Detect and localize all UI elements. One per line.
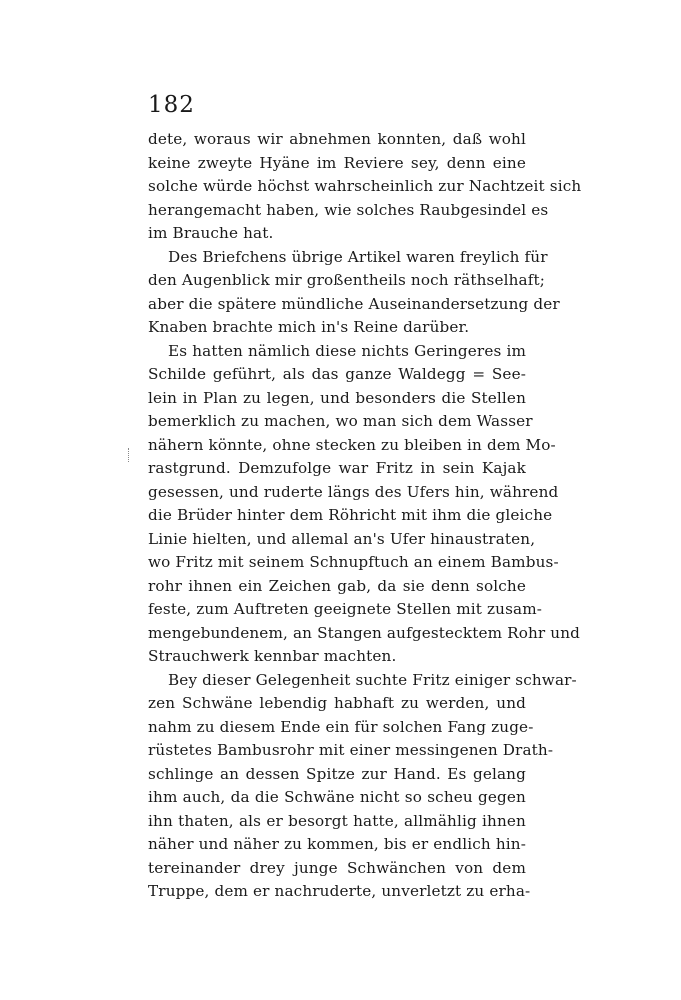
text-line: ihm auch, da die Schwäne nicht so scheu gegen bbox=[148, 788, 526, 806]
scan-artifact-mark bbox=[128, 448, 135, 462]
text-line: Truppe, dem er nachruderte, unverletzt zu erha- bbox=[148, 882, 531, 900]
text-line: aber die spätere mündliche Auseinandersetzung der bbox=[148, 294, 560, 313]
text-line: rohr ihnen ein Zeichen gab, da sie denn solche bbox=[148, 576, 526, 595]
text-line: Strauchwerk kennbar machten. bbox=[148, 647, 397, 665]
text-line: rastgrund. Demzufolge war Fritz in sein Kajak bbox=[148, 459, 526, 477]
text-line: die Brüder hinter dem Röhricht mit ihm die gleiche bbox=[148, 506, 553, 524]
text-line: Des Briefchens übrige Artikel waren freylich für bbox=[168, 247, 548, 266]
text-line: mengebundenem, an Stangen aufgestecktem Rohr und bbox=[148, 623, 581, 642]
text-line: keine zweyte Hyäne im Reviere sey, denn eine bbox=[148, 153, 526, 172]
text-line: Schilde geführt, als das ganze Waldegg = See- bbox=[148, 365, 526, 383]
text-line: lein in Plan zu legen, und besonders die Stellen bbox=[148, 388, 526, 407]
text-line: Knaben brachte mich in's Reine darüber. bbox=[148, 318, 470, 336]
text-line: Linie hielten, und allemal an's Ufer hinaustraten, bbox=[148, 529, 536, 548]
text-line: bemerklich zu machen, wo man sich dem Wasser bbox=[148, 412, 533, 430]
text-line: Bey dieser Gelegenheit suchte Fritz einiger schwar- bbox=[168, 670, 577, 689]
text-line: zen Schwäne lebendig habhaft zu werden, und bbox=[148, 694, 526, 712]
text-line: herangemacht haben, wie solches Raubgesindel es bbox=[148, 200, 549, 219]
text-line: den Augenblick mir großentheils noch räthselhaft; bbox=[148, 271, 546, 289]
page-number: 182 bbox=[148, 92, 195, 118]
text-line: tereinander drey junge Schwänchen von dem bbox=[148, 858, 526, 877]
text-line: ihn thaten, als er besorgt hatte, allmählig ihnen bbox=[148, 811, 526, 830]
text-line: im Brauche hat. bbox=[148, 224, 274, 242]
text-line: dete, woraus wir abnehmen konnten, daß wohl bbox=[148, 130, 526, 148]
text-line: rüstetes Bambusrohr mit einer messingenen Drath- bbox=[148, 741, 554, 759]
body-text bbox=[148, 128, 582, 904]
text-line: nahm zu diesem Ende ein für solchen Fang zuge- bbox=[148, 717, 534, 736]
text-line: schlinge an dessen Spitze zur Hand. Es gelang bbox=[148, 764, 526, 783]
text-line: näher und näher zu kommen, bis er endlich hin- bbox=[148, 835, 526, 853]
text-line: wo Fritz mit seinem Schnupftuch an einem Bambus- bbox=[148, 553, 559, 571]
text-line: gesessen, und ruderte längs des Ufers hin, während bbox=[148, 482, 559, 501]
text-line: feste, zum Auftreten geeignete Stellen mit zusam- bbox=[148, 600, 543, 618]
text-line: solche würde höchst wahrscheinlich zur Nachtzeit sich bbox=[148, 177, 582, 195]
text-line: Es hatten nämlich diese nichts Geringeres im bbox=[168, 341, 526, 360]
text-line: nähern könnte, ohne stecken zu bleiben in dem Mo- bbox=[148, 435, 556, 454]
